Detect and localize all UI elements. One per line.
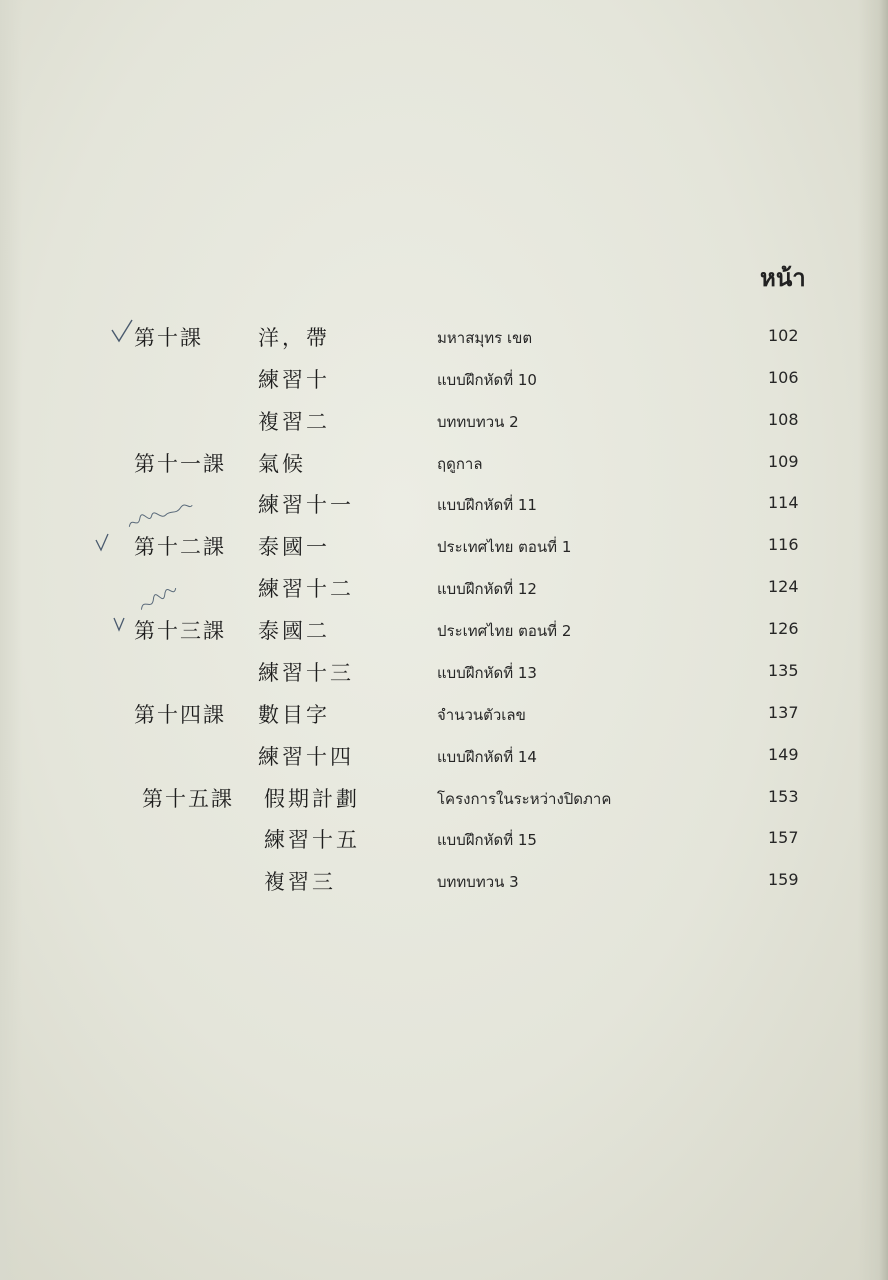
page-number: 149 (768, 745, 799, 764)
toc-row (0, 360, 888, 396)
toc-row (0, 318, 888, 354)
chinese-title: 練習十三 (258, 661, 354, 685)
toc-row (0, 779, 888, 815)
lesson-number: 第十四課 (134, 703, 226, 727)
thai-title: บททบทวน 2 (437, 413, 519, 431)
thai-title: แบบฝึกหัดที่ 14 (437, 748, 537, 766)
page-number: 153 (768, 787, 799, 806)
thai-title: แบบฝึกหัดที่ 10 (437, 371, 537, 389)
thai-title: ประเทศไทย ตอนที่ 2 (437, 622, 572, 640)
page-number: 157 (768, 828, 799, 847)
page-number: 108 (768, 410, 799, 429)
chinese-title: 練習十五 (264, 828, 360, 852)
chinese-title: 氣候 (258, 452, 306, 476)
thai-title: มหาสมุทร เขต (437, 329, 533, 347)
chinese-title: 複習二 (258, 410, 330, 434)
page-number: 109 (768, 452, 799, 471)
page-number: 114 (768, 493, 799, 512)
thai-title: แบบฝึกหัดที่ 12 (437, 580, 537, 598)
toc-row (0, 402, 888, 438)
lesson-number: 第十五課 (142, 787, 234, 811)
toc-row (0, 527, 888, 563)
toc-row (0, 653, 888, 689)
chinese-title: 練習十四 (258, 745, 354, 769)
chinese-title: 洋，帶 (258, 326, 330, 350)
page-number: 137 (768, 703, 799, 722)
toc-row (0, 444, 888, 480)
thai-title: โครงการในระหว่างปิดภาค (437, 790, 612, 808)
toc-row (0, 737, 888, 773)
thai-title: แบบฝึกหัดที่ 13 (437, 664, 537, 682)
page-number: 126 (768, 619, 799, 638)
chinese-title: 練習十一 (258, 493, 354, 517)
chinese-title: 複習三 (264, 870, 336, 894)
thai-title: แบบฝึกหัดที่ 11 (437, 496, 537, 514)
chinese-title: 泰國二 (258, 619, 330, 643)
thai-title: บททบทวน 3 (437, 873, 519, 891)
page-number: 124 (768, 577, 799, 596)
thai-title: จำนวนตัวเลข (437, 706, 526, 724)
lesson-number: 第十二課 (134, 535, 226, 559)
toc-row (0, 485, 888, 521)
page-number: 159 (768, 870, 799, 889)
toc-row (0, 820, 888, 856)
lesson-number: 第十一課 (134, 452, 226, 476)
page-number: 116 (768, 535, 799, 554)
chinese-title: 練習十二 (258, 577, 354, 601)
toc-row (0, 569, 888, 605)
chinese-title: 泰國一 (258, 535, 330, 559)
chinese-title: 數目字 (258, 703, 330, 727)
page-number: 106 (768, 368, 799, 387)
chinese-title: 假期計劃 (264, 787, 360, 811)
lesson-number: 第十三課 (134, 619, 226, 643)
toc-row (0, 611, 888, 647)
thai-title: ประเทศไทย ตอนที่ 1 (437, 538, 572, 556)
chinese-title: 練習十 (258, 368, 330, 392)
page-column-heading: หน้า (760, 264, 806, 292)
thai-title: ฤดูกาล (437, 455, 483, 473)
lesson-number: 第十課 (134, 326, 203, 350)
page-number: 135 (768, 661, 799, 680)
toc-row (0, 862, 888, 898)
page-number: 102 (768, 326, 799, 345)
toc-row (0, 695, 888, 731)
thai-title: แบบฝึกหัดที่ 15 (437, 831, 537, 849)
